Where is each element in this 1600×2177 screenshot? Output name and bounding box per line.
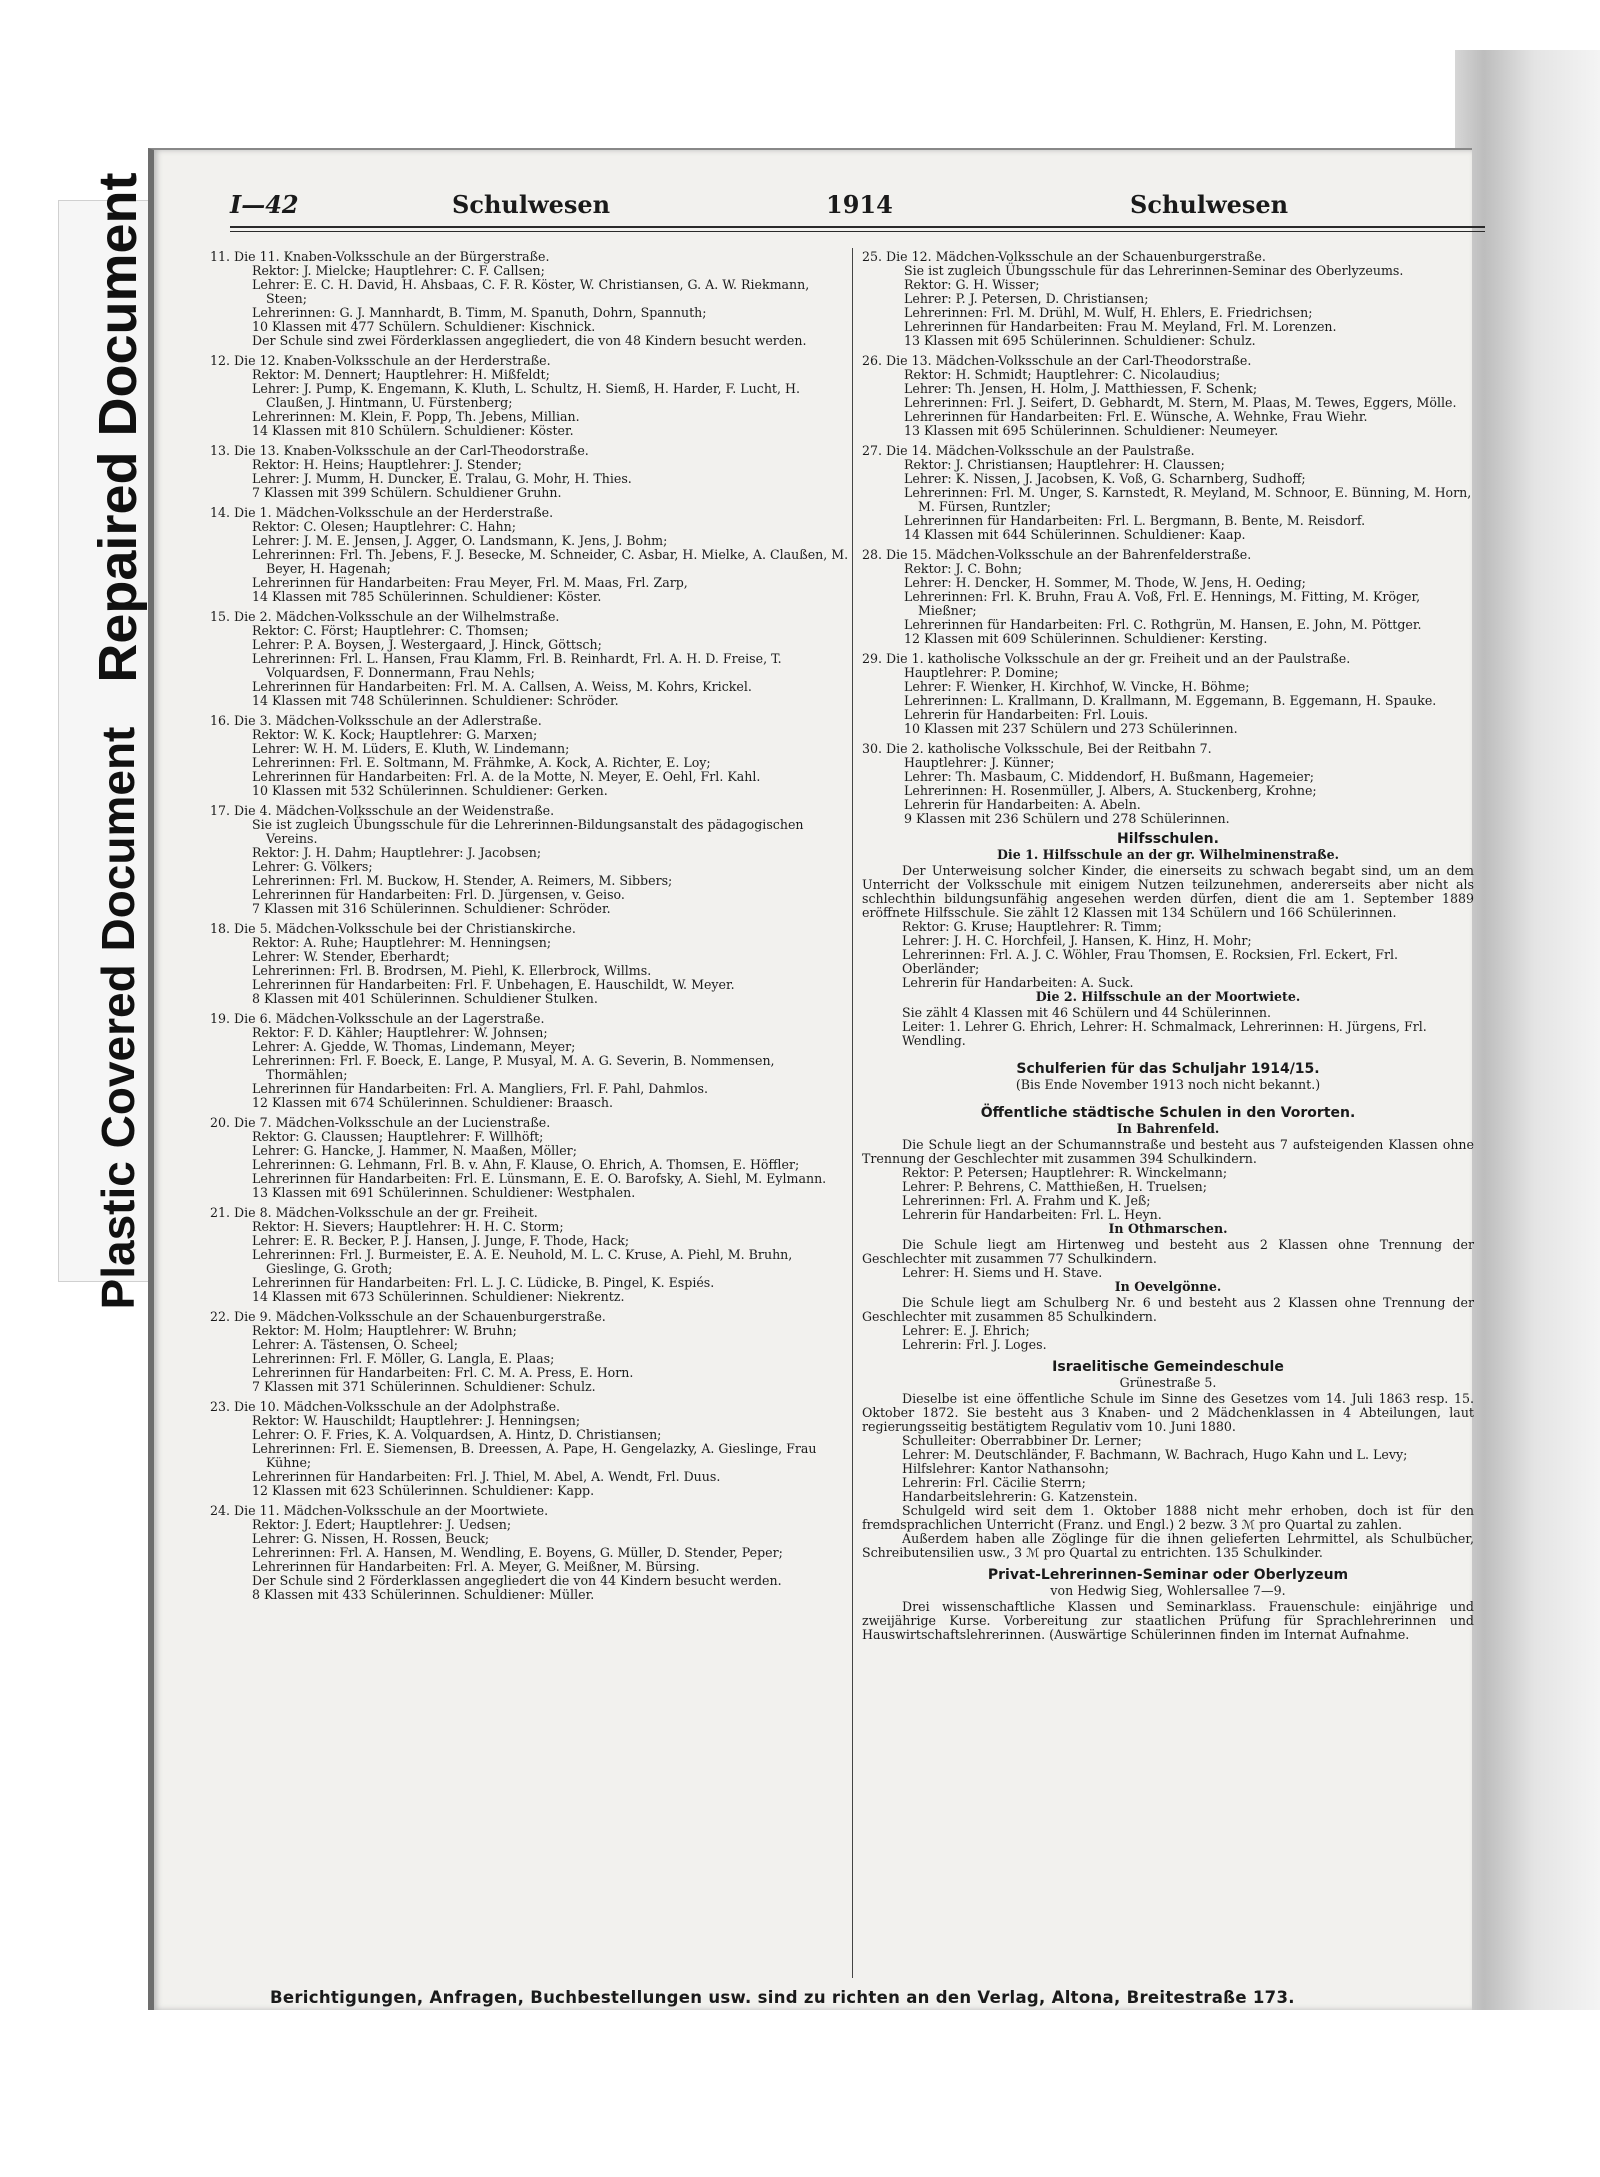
israelitische-schulgeld: Schulgeld wird seit dem 1. Oktober 1888 nicht mehr erhoben, doch ist für den fremdsprachlichen Unterricht (Franz. und Engl.) 2 bezw. 3 ℳ pro Quartal zu zahlen. — [862, 1503, 1474, 1532]
school-entry-line: Rektor: H. Sievers; Hauptlehrer: H. H. C. Storm; — [252, 1219, 564, 1234]
staff-line: Lehrer: P. Behrens, C. Matthießen, H. Truelsen; — [902, 1179, 1208, 1194]
oevelgoenne-staff — [862, 1324, 1474, 1352]
school-entry-line: Sie ist zugleich Übungsschule für das Lehrerinnen-Seminar des Oberlyzeums. — [904, 263, 1404, 278]
schulferien-heading: Schulferien für das Schuljahr 1914/15. — [1016, 1061, 1320, 1077]
school-entry-line: Der Schule sind 2 Förderklassen angegliedert die von 44 Kindern besucht werden. — [252, 1573, 782, 1588]
othmarschen-staff — [862, 1266, 1474, 1280]
staff-line: Rektor: G. Kruse; Hauptlehrer: R. Timm; — [902, 919, 1162, 934]
school-entry-title: 21. Die 8. Mädchen-Volksschule an der gr. Freiheit. — [210, 1205, 538, 1220]
othmarschen-title: In Othmarschen. — [1108, 1221, 1228, 1236]
school-entry-line: Lehrerinnen: Frl. F. Möller, G. Langla, E. Plaas; — [252, 1351, 555, 1366]
privat-seminar-heading: Privat-Lehrerinnen-Seminar oder Oberlyzeum — [987, 1567, 1349, 1583]
school-entry-line: Lehrerinnen für Handarbeiten: Frl. A. Mangliers, Frl. F. Pahl, Dahmlos. — [252, 1081, 708, 1096]
school-entry — [210, 1116, 850, 1200]
staff-line: Lehrer: J. H. C. Horchfeil, J. Hansen, K. Hinz, H. Mohr; — [902, 933, 1252, 948]
staff-line: Lehrerin: Frl. Cäcilie Sterrn; — [902, 1475, 1086, 1490]
hilfsschule-paragraph: Der Unterweisung solcher Kinder, die einerseits zu schwach begabt sind, um an dem Unterricht der Volksschule mit einigem Nutzen teilzunehmen, andererseits aber nicht als schlechthin bildungsunfähig angesehen werden dürfen, dient die am 1. September 1889 eröffnete Hilfsschule. Sie zählt 12 Klassen mit 134 Schülern und 166 Schülerinnen. — [862, 863, 1474, 920]
staff-line: Lehrer: E. J. Ehrich; — [902, 1323, 1030, 1338]
school-entry-line: 7 Klassen mit 371 Schülerinnen. Schuldiener: Schulz. — [252, 1379, 596, 1394]
school-entry-line: Lehrerinnen: Frl. E. Siemensen, B. Dreessen, A. Pape, H. Gengelazky, A. Gieslinge, Frau Kühne; — [252, 1441, 817, 1470]
school-entry-line: Lehrer: J. Pump, K. Engemann, K. Kluth, L. Schultz, H. Siemß, H. Harder, F. Lucht, H. Claußen, J. Hintmann, U. Fürstenberg; — [252, 381, 800, 410]
hilfsschule-1-title: Die 1. Hilfsschule an der gr. Wilhelminenstraße. — [997, 847, 1339, 862]
school-entry — [210, 250, 850, 348]
school-entry-line: Lehrerinnen für Handarbeiten: Frl. A. de la Motte, N. Meyer, E. Oehl, Frl. Kahl. — [252, 769, 761, 784]
school-entry-line: Rektor: H. Heins; Hauptlehrer: J. Stender; — [252, 457, 522, 472]
school-entry-line: Lehrer: E. R. Becker, P. J. Hansen, J. Junge, F. Thode, Hack; — [252, 1233, 630, 1248]
school-entry — [210, 714, 850, 798]
school-entry-line: Lehrerinnen für Handarbeiten: Frl. M. A. Callsen, A. Weiss, M. Kohrs, Krickel. — [252, 679, 752, 694]
school-entry-line: Lehrerinnen: Frl. M. Drühl, M. Wulf, H. Ehlers, E. Friedrichsen; — [904, 305, 1313, 320]
privat-seminar-paragraph: Drei wissenschaftliche Klassen und Seminarklass. Frauenschule: einjährige und zweijährige Kurse. Vorbereitung zur staatlichen Prüfung für Sprachlehrerinnen und Hauswirtschaftslehrerinnen. (Auswärtige Schülerinnen finden im Internat Aufnahme. — [862, 1599, 1474, 1642]
school-entry-line: Lehrerinnen: Frl. J. Burmeister, E. A. E. Neuhold, M. L. C. Kruse, A. Piehl, M. Bruhn, Gieslinge, G. Groth; — [252, 1247, 793, 1276]
school-entry-line: Rektor: J. Mielcke; Hauptlehrer: C. F. Callsen; — [252, 263, 545, 278]
school-entry-line: 14 Klassen mit 748 Schülerinnen. Schuldiener: Schröder. — [252, 693, 619, 708]
school-entry-line: 14 Klassen mit 785 Schülerinnen. Schuldiener: Köster. — [252, 589, 602, 604]
school-entry-line: Lehrer: E. C. H. David, H. Ahsbaas, C. F. R. Köster, W. Christiansen, G. A. W. Riekmann, Steen; — [252, 277, 810, 306]
school-entry-line: Rektor: W. K. Kock; Hauptlehrer: G. Marxen; — [252, 727, 538, 742]
page-header — [230, 190, 1490, 230]
school-entry-line: Lehrer: A. Tästensen, O. Scheel; — [252, 1337, 458, 1352]
school-entry-line: Lehrerinnen für Handarbeiten: Frl. D. Jürgensen, v. Geiso. — [252, 887, 625, 902]
school-entry-line: 12 Klassen mit 609 Schülerinnen. Schuldiener: Kersting. — [904, 631, 1268, 646]
staff-line: Handarbeitslehrerin: G. Katzenstein. — [902, 1489, 1138, 1504]
school-entry-title: 17. Die 4. Mädchen-Volksschule an der Weidenstraße. — [210, 803, 555, 818]
school-entry-line: 8 Klassen mit 401 Schülerinnen. Schuldiener Stulken. — [252, 991, 598, 1006]
school-entry-line: Lehrerinnen: L. Krallmann, D. Krallmann, M. Eggemann, B. Eggemann, H. Spauke. — [904, 693, 1437, 708]
school-entry-line: Lehrerin für Handarbeiten: Frl. Louis. — [904, 707, 1149, 722]
school-entry — [210, 610, 850, 708]
israelitische-address: Grünestraße 5. — [1119, 1375, 1217, 1390]
school-entry-line: 13 Klassen mit 695 Schülerinnen. Schuldiener: Schulz. — [904, 333, 1256, 348]
school-entry — [210, 1310, 850, 1394]
school-entry-line: Rektor: F. D. Kähler; Hauptlehrer: W. Johnsen; — [252, 1025, 548, 1040]
school-entry-line: Lehrerinnen für Handarbeiten: Frl. F. Unbehagen, E. Hauschildt, W. Meyer. — [252, 977, 735, 992]
school-entry-title: 23. Die 10. Mädchen-Volksschule an der Adolphstraße. — [210, 1399, 561, 1414]
school-entry-title: 18. Die 5. Mädchen-Volksschule bei der Christianskirche. — [210, 921, 576, 936]
school-entry-line: Rektor: C. Först; Hauptlehrer: C. Thomsen; — [252, 623, 529, 638]
school-entry — [210, 1400, 850, 1498]
othmarschen-paragraph: Die Schule liegt am Hirtenweg und besteht aus 2 Klassen ohne Trennung der Geschlechter mit zusammen 77 Schulkindern. — [862, 1237, 1474, 1266]
school-entry — [210, 1206, 850, 1304]
bahrenfeld-staff — [862, 1166, 1474, 1222]
school-entry-line: Lehrerinnen für Handarbeiten: Frl. J. Thiel, M. Abel, A. Wendt, Frl. Duus. — [252, 1469, 721, 1484]
school-entry-title: 14. Die 1. Mädchen-Volksschule an der Herderstraße. — [210, 505, 554, 520]
school-entry-line: Lehrerinnen für Handarbeiten: Frl. E. Lünsmann, E. E. O. Barofsky, A. Siehl, M. Eylmann. — [252, 1171, 827, 1186]
school-entry-line: Lehrerinnen: M. Klein, F. Popp, Th. Jebens, Millian. — [252, 409, 580, 424]
staff-line: Lehrer: M. Deutschländer, F. Bachmann, W. Bachrach, Hugo Kahn und L. Levy; — [902, 1447, 1408, 1462]
school-entry-title: 13. Die 13. Knaben-Volksschule an der Carl-Theodorstraße. — [210, 443, 589, 458]
staff-line: Lehrerin für Handarbeiten: A. Suck. — [902, 975, 1134, 990]
school-entry-line: Lehrer: H. Dencker, H. Sommer, M. Thode, W. Jens, H. Oeding; — [904, 575, 1306, 590]
school-entry-title: 27. Die 14. Mädchen-Volksschule an der Paulstraße. — [862, 443, 1195, 458]
school-entry-line: Rektor: J. Christiansen; Hauptlehrer: H. Claussen; — [904, 457, 1225, 472]
school-entry-line: Der Schule sind zwei Förderklassen angegliedert, die von 48 Kindern besucht werden. — [252, 333, 807, 348]
school-entry-line: Lehrerinnen: Frl. E. Soltmann, M. Frähmke, A. Kock, A. Richter, E. Loy; — [252, 755, 711, 770]
school-entry-title: 15. Die 2. Mädchen-Volksschule an der Wilhelmstraße. — [210, 609, 560, 624]
staff-line: Schulleiter: Oberrabbiner Dr. Lerner; — [902, 1433, 1142, 1448]
page-footer: Berichtigungen, Anfragen, Buchbestellungen usw. sind zu richten an den Verlag, Altona, Breitestraße 173. — [270, 1988, 1295, 2007]
header-rule — [230, 226, 1485, 228]
school-entry-line: Hauptlehrer: J. Künner; — [904, 755, 1055, 770]
school-entry-line: Lehrerinnen: Frl. F. Boeck, E. Lange, P. Musyal, M. A. G. Severin, B. Nommensen, Thormählen; — [252, 1053, 775, 1082]
school-entry-line: Rektor: M. Dennert; Hauptlehrer: H. Mißfeldt; — [252, 367, 550, 382]
school-entry-line: Rektor: A. Ruhe; Hauptlehrer: M. Henningsen; — [252, 935, 552, 950]
school-entry-line: Rektor: G. Claussen; Hauptlehrer: F. Willhöft; — [252, 1129, 544, 1144]
header-title-right: Schulwesen — [1130, 190, 1289, 219]
school-entry-line: Lehrer: K. Nissen, J. Jacobsen, K. Voß, G. Scharnberg, Sudhoff; — [904, 471, 1306, 486]
school-entry-line: Lehrer: G. Nissen, H. Rossen, Beuck; — [252, 1531, 490, 1546]
school-entry-line: Lehrer: J. M. E. Jensen, J. Agger, O. Landsmann, K. Jens, J. Bohm; — [252, 533, 668, 548]
israelitische-heading: Israelitische Gemeindeschule — [1052, 1359, 1284, 1375]
school-entry-line: Lehrerinnen: H. Rosenmüller, J. Albers, A. Stuckenberg, Krohne; — [904, 783, 1317, 798]
school-entry — [210, 354, 850, 438]
scan-margin — [0, 0, 1600, 50]
school-entry-line: Lehrer: Th. Jensen, H. Holm, J. Matthiessen, F. Schenk; — [904, 381, 1258, 396]
school-entry-title: 22. Die 9. Mädchen-Volksschule an der Schauenburgerstraße. — [210, 1309, 606, 1324]
school-entry-line: Lehrer: Th. Masbaum, C. Middendorf, H. Bußmann, Hagemeier; — [904, 769, 1314, 784]
school-entry — [862, 742, 1474, 826]
school-entry-line: 14 Klassen mit 673 Schülerinnen. Schuldiener: Niekrentz. — [252, 1289, 625, 1304]
israelitische-staff — [862, 1434, 1474, 1504]
school-entry-line: Lehrerinnen: Frl. K. Bruhn, Frau A. Voß, Frl. E. Hennings, M. Fitting, M. Kröger, Mießner; — [904, 589, 1421, 618]
staff-line: Leiter: 1. Lehrer G. Ehrich, Lehrer: H. Schmalmack, Lehrerinnen: H. Jürgens, Frl. Wendling. — [902, 1019, 1427, 1048]
staff-line: Lehrer: H. Siems und H. Stave. — [902, 1265, 1103, 1280]
side-label-plastic: Plastic Covered Document — [92, 726, 144, 1310]
school-entry-line: Lehrer: J. Mumm, H. Duncker, E. Tralau, G. Mohr, H. Thies. — [252, 471, 632, 486]
header-rule-thin — [230, 231, 1485, 232]
school-entry-line: Lehrerinnen: Frl. A. Hansen, M. Wendling, E. Boyens, G. Müller, D. Stender, Peper; — [252, 1545, 783, 1560]
hilfsschule-2-title: Die 2. Hilfsschule an der Moortwiete. — [1035, 989, 1301, 1004]
school-entry-line: Lehrer: F. Wienker, H. Kirchhof, W. Vincke, H. Böhme; — [904, 679, 1250, 694]
school-entry-line: Rektor: G. H. Wisser; — [904, 277, 1040, 292]
school-entry — [862, 548, 1474, 646]
israelitische-lehrmittel: Außerdem haben alle Zöglinge für die ihnen gelieferten Lehrmittel, als Schulbücher, Schreibutensilien usw., 3 ℳ pro Quartal zu entrichten. 135 Schulkinder. — [862, 1531, 1474, 1560]
school-entry-title: 29. Die 1. katholische Volksschule an der gr. Freiheit und an der Paulstraße. — [862, 651, 1351, 666]
left-column — [210, 250, 850, 1608]
school-entry-line: 9 Klassen mit 236 Schülern und 278 Schülerinnen. — [904, 811, 1230, 826]
school-entry-title: 12. Die 12. Knaben-Volksschule an der Herderstraße. — [210, 353, 551, 368]
school-entry — [210, 444, 850, 500]
school-entry-line: Lehrer: G. Völkers; — [252, 859, 373, 874]
school-entry — [210, 804, 850, 916]
school-entry-line: Lehrer: O. F. Fries, K. A. Volquardsen, A. Hintz, D. Christiansen; — [252, 1427, 662, 1442]
school-entry-line: Rektor: J. Edert; Hauptlehrer: J. Uedsen; — [252, 1517, 512, 1532]
staff-line: Hilfslehrer: Kantor Nathansohn; — [902, 1461, 1110, 1476]
school-entry — [210, 922, 850, 1006]
school-entry-line: Lehrerinnen für Handarbeiten: Frl. C. M. A. Press, E. Horn. — [252, 1365, 634, 1380]
school-entry-line: 14 Klassen mit 810 Schülern. Schuldiener: Köster. — [252, 423, 574, 438]
school-entry-title: 16. Die 3. Mädchen-Volksschule an der Adlerstraße. — [210, 713, 542, 728]
school-entry-line: Lehrerinnen: Frl. L. Hansen, Frau Klamm, Frl. B. Reinhardt, Frl. A. H. D. Freise, T. Volquardsen, F. Donnermann, Frau Nehls; — [252, 651, 782, 680]
school-entry-line: Lehrer: W. Stender, Eberhardt; — [252, 949, 450, 964]
school-entry-line: 7 Klassen mit 316 Schülerinnen. Schuldiener: Schröder. — [252, 901, 611, 916]
school-entry-line: 14 Klassen mit 644 Schülerinnen. Schuldiener: Kaap. — [904, 527, 1246, 542]
bahrenfeld-title: In Bahrenfeld. — [1116, 1121, 1220, 1136]
page-number: I—42 — [230, 190, 299, 219]
school-entry — [210, 1012, 850, 1110]
school-entry-line: Lehrerinnen für Handarbeiten: Frl. A. Meyer, G. Meißner, M. Bürsing. — [252, 1559, 700, 1574]
scan-binding-shadow — [1455, 50, 1600, 2010]
school-entry-line: Lehrerinnen für Handarbeiten: Frl. L. Bergmann, B. Bente, M. Reisdorf. — [904, 513, 1366, 528]
school-entry-line: 10 Klassen mit 237 Schülern und 273 Schülerinnen. — [904, 721, 1238, 736]
school-entry-line: Rektor: H. Schmidt; Hauptlehrer: C. Nicolaudius; — [904, 367, 1221, 382]
school-entry-line: 12 Klassen mit 623 Schülerinnen. Schuldiener: Kapp. — [252, 1483, 595, 1498]
header-title-left: Schulwesen — [452, 190, 611, 219]
staff-line: Lehrerinnen: Frl. A. J. C. Wöhler, Frau Thomsen, E. Rocksien, Frl. Eckert, Frl. Oberländer; — [902, 947, 1399, 976]
school-entry — [210, 506, 850, 604]
school-entry-line: Lehrerinnen: G. Lehmann, Frl. B. v. Ahn, F. Klause, O. Ehrich, A. Thomsen, E. Höffler; — [252, 1157, 800, 1172]
school-entry-line: Lehrerinnen: Frl. M. Buckow, H. Stender, A. Reimers, M. Sibbers; — [252, 873, 673, 888]
school-entry-title: 28. Die 15. Mädchen-Volksschule an der Bahrenfelderstraße. — [862, 547, 1252, 562]
school-entry-line: Lehrer: G. Hancke, J. Hammer, N. Maaßen, Möller; — [252, 1143, 577, 1158]
school-entry-title: 11. Die 11. Knaben-Volksschule an der Bürgerstraße. — [210, 249, 550, 264]
school-entry-line: 10 Klassen mit 477 Schülern. Schuldiener: Kischnick. — [252, 319, 596, 334]
side-label-repaired: Repaired Document — [88, 172, 148, 683]
school-entry-line: Rektor: W. Hauschildt; Hauptlehrer: J. Henningsen; — [252, 1413, 581, 1428]
school-entry-line: Lehrer: P. J. Petersen, D. Christiansen; — [904, 291, 1149, 306]
school-entry — [862, 354, 1474, 438]
school-entry-line: 12 Klassen mit 674 Schülerinnen. Schuldiener: Braasch. — [252, 1095, 613, 1110]
schulferien-note: (Bis Ende November 1913 noch nicht bekannt.) — [1015, 1077, 1321, 1092]
right-entries — [862, 250, 1474, 826]
privat-seminar-address: von Hedwig Sieg, Wohlersallee 7—9. — [1050, 1583, 1286, 1598]
school-entry-title: 20. Die 7. Mädchen-Volksschule an der Lucienstraße. — [210, 1115, 551, 1130]
staff-line: Sie zählt 4 Klassen mit 46 Schülern und 44 Schülerinnen. — [902, 1005, 1272, 1020]
school-entry-line: Lehrerinnen: Frl. M. Unger, S. Karnstedt, R. Meyland, M. Schnoor, E. Bünning, M. Horn, M. Fürsen, Runtzler; — [904, 485, 1472, 514]
school-entry-line: Lehrerinnen für Handarbeiten: Frl. L. J. C. Lüdicke, B. Pingel, K. Espiés. — [252, 1275, 715, 1290]
hilfsschulen-heading: Hilfsschulen. — [1117, 831, 1219, 847]
staff-line: Lehrerinnen: Frl. A. Frahm und K. Jeß; — [902, 1193, 1151, 1208]
israelitische-paragraph: Dieselbe ist eine öffentliche Schule im Sinne des Gesetzes vom 14. Juli 1863 resp. 15. Oktober 1872. Sie besteht aus 3 Knaben- und 2 Mädchenklassen in 4 Abteilungen, laut regierungsseitig bestätigtem Regulativ vom 10. Juni 1880. — [862, 1391, 1474, 1434]
school-entry-line: Rektor: J. C. Bohn; — [904, 561, 1023, 576]
school-entry-line: Rektor: C. Olesen; Hauptlehrer: C. Hahn; — [252, 519, 516, 534]
school-entry-line: Rektor: J. H. Dahm; Hauptlehrer: J. Jacobsen; — [252, 845, 542, 860]
school-entry-line: Lehrerinnen: Frl. Th. Jebens, F. J. Besecke, M. Schneider, C. Asbar, H. Mielke, A. Claußen, M. Beyer, H. Hagenah; — [252, 547, 849, 576]
staff-line: Lehrerin: Frl. J. Loges. — [902, 1337, 1047, 1352]
school-entry-line: Lehrerinnen: Frl. J. Seifert, D. Gebhardt, M. Stern, M. Plaas, M. Tewes, Eggers, Mölle. — [904, 395, 1457, 410]
school-entry — [862, 652, 1474, 736]
school-entry-line: Lehrerin für Handarbeiten: A. Abeln. — [904, 797, 1141, 812]
school-entry-line: Lehrer: P. A. Boysen, J. Westergaard, J. Hinck, Göttsch; — [252, 637, 602, 652]
school-entry-line: 10 Klassen mit 532 Schülerinnen. Schuldiener: Gerken. — [252, 783, 608, 798]
school-entry — [862, 444, 1474, 542]
school-entry-line: Lehrer: W. H. M. Lüders, E. Kluth, W. Lindemann; — [252, 741, 570, 756]
school-entry-title: 26. Die 13. Mädchen-Volksschule an der Carl-Theodorstraße. — [862, 353, 1252, 368]
school-entry-line: Lehrerinnen: Frl. B. Brodrsen, M. Piehl, K. Ellerbrock, Willms. — [252, 963, 652, 978]
school-entry — [210, 1504, 850, 1602]
column-divider — [852, 248, 853, 1978]
oevelgoenne-paragraph: Die Schule liegt am Schulberg Nr. 6 und besteht aus 2 Klassen ohne Trennung der Geschlechter mit zusammen 85 Schulkindern. — [862, 1295, 1474, 1324]
school-entry-line: Lehrerinnen für Handarbeiten: Frl. E. Wünsche, A. Wehnke, Frau Wiehr. — [904, 409, 1368, 424]
school-entry-line: 13 Klassen mit 691 Schülerinnen. Schuldiener: Westphalen. — [252, 1185, 636, 1200]
oevelgoenne-title: In Oevelgönne. — [1114, 1279, 1222, 1294]
school-entry-line: 13 Klassen mit 695 Schülerinnen. Schuldiener: Neumeyer. — [904, 423, 1279, 438]
school-entry — [862, 250, 1474, 348]
hilfsschule-2-staff — [862, 1006, 1474, 1048]
school-entry-line: 8 Klassen mit 433 Schülerinnen. Schuldiener: Müller. — [252, 1587, 595, 1602]
school-entry-line: Lehrerinnen für Handarbeiten: Frau M. Meyland, Frl. M. Lorenzen. — [904, 319, 1337, 334]
hilfsschule-1-staff — [862, 920, 1474, 990]
school-entry-line: Lehrerinnen für Handarbeiten: Frau Meyer, Frl. M. Maas, Frl. Zarp, — [252, 575, 688, 590]
school-entry-title: 30. Die 2. katholische Volksschule, Bei der Reitbahn 7. — [862, 741, 1212, 756]
school-entry-line: Sie ist zugleich Übungsschule für die Lehrerinnen-Bildungsanstalt des pädagogischen Vereins. — [252, 817, 804, 846]
school-entry-line: 7 Klassen mit 399 Schülern. Schuldiener Gruhn. — [252, 485, 562, 500]
right-column — [862, 250, 1474, 1642]
bahrenfeld-paragraph: Die Schule liegt an der Schumannstraße und besteht aus 7 aufsteigenden Klassen ohne Trennung der Geschlechter mit zusammen 394 Schulkindern. — [862, 1137, 1474, 1166]
school-entry-line: Lehrerinnen: G. J. Mannhardt, B. Timm, M. Spanuth, Dohrn, Spannuth; — [252, 305, 707, 320]
vororte-heading: Öffentliche städtische Schulen in den Vororten. — [980, 1105, 1356, 1121]
header-year: 1914 — [826, 190, 893, 219]
school-entry-title: 24. Die 11. Mädchen-Volksschule an der Moortwiete. — [210, 1503, 549, 1518]
school-entry-title: 19. Die 6. Mädchen-Volksschule an der Lagerstraße. — [210, 1011, 545, 1026]
school-entry-line: Rektor: M. Holm; Hauptlehrer: W. Bruhn; — [252, 1323, 517, 1338]
school-entry-title: 25. Die 12. Mädchen-Volksschule an der Schauenburgerstraße. — [862, 249, 1266, 264]
staff-line: Rektor: P. Petersen; Hauptlehrer: R. Winckelmann; — [902, 1165, 1228, 1180]
school-entry-line: Hauptlehrer: P. Domine; — [904, 665, 1059, 680]
school-entry-line: Lehrer: A. Gjedde, W. Thomas, Lindemann, Meyer; — [252, 1039, 576, 1054]
staff-line: Lehrerin für Handarbeiten: Frl. L. Heyn. — [902, 1207, 1162, 1222]
school-entry-line: Lehrerinnen für Handarbeiten: Frl. C. Rothgrün, M. Hansen, E. John, M. Pöttger. — [904, 617, 1422, 632]
